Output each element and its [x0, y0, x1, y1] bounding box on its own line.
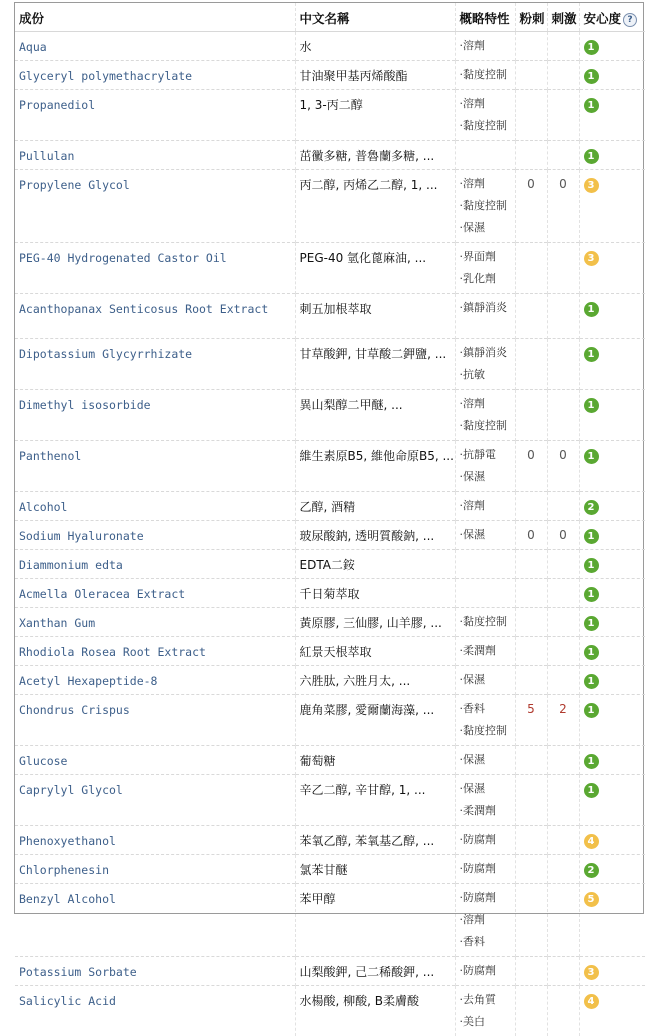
header-irritation[interactable]: 刺激 [547, 3, 579, 32]
safety-cell [579, 90, 645, 141]
safety-cell [579, 579, 645, 608]
chinese-name: 紅景天根萃取 [295, 637, 455, 666]
safety-badge: 1 [584, 529, 599, 544]
table-row[interactable] [15, 390, 645, 441]
ingredient-name-link[interactable]: Glyceryl polymethacrylate [15, 61, 295, 90]
acne-score: 0 [515, 441, 547, 492]
safety-cell [579, 637, 645, 666]
irritation-score: 0 [547, 521, 579, 550]
irritation-score [547, 339, 579, 390]
ingredient-name-link[interactable]: Phenoxyethanol [15, 826, 295, 855]
feature-tag[interactable]: · 鎮靜消炎 [460, 297, 511, 319]
acne-score [515, 390, 547, 441]
feature-tag[interactable]: · 黏度控制 [460, 720, 511, 742]
safety-badge: 1 [584, 347, 599, 362]
table-row[interactable] [15, 339, 645, 390]
acne-score [515, 986, 547, 1036]
acne-score [515, 141, 547, 170]
ingredient-name-link[interactable]: Xanthan Gum [15, 608, 295, 637]
table-row[interactable] [15, 695, 645, 746]
safety-cell [579, 550, 645, 579]
irritation-score [547, 294, 579, 339]
feature-list [455, 243, 515, 294]
feature-tag[interactable]: · 柔潤劑 [460, 800, 511, 822]
acne-score: 0 [515, 521, 547, 550]
safety-badge: 1 [584, 302, 599, 317]
feature-tag[interactable]: · 去角質 [460, 989, 511, 1011]
safety-cell [579, 855, 645, 884]
chinese-name: 玻尿酸鈉, 透明質酸鈉, ... [295, 521, 455, 550]
ingredient-name-link[interactable]: Glucose [15, 746, 295, 775]
safety-badge: 1 [584, 149, 599, 164]
header-ingredient[interactable]: 成份 [15, 3, 295, 32]
safety-badge: 4 [584, 834, 599, 849]
ingredient-name-link[interactable]: PEG-40 Hydrogenated Castor Oil [15, 243, 295, 294]
feature-tag[interactable]: · 溶劑 [460, 35, 511, 57]
irritation-score [547, 90, 579, 141]
table-row[interactable] [15, 666, 645, 695]
acne-score [515, 243, 547, 294]
ingredient-name-link[interactable]: Dimethyl isosorbide [15, 390, 295, 441]
chinese-name: 水楊酸, 柳酸, B柔膚酸 [295, 986, 455, 1036]
chinese-name: 茁黴多糖, 普魯蘭多糖, ... [295, 141, 455, 170]
acne-score [515, 61, 547, 90]
header-acne[interactable]: 粉刺 [515, 3, 547, 32]
safety-cell [579, 170, 645, 243]
header-safety[interactable] [579, 3, 645, 32]
safety-cell [579, 243, 645, 294]
feature-list [455, 637, 515, 666]
feature-tag[interactable]: · 抗敏 [460, 364, 511, 386]
acne-score [515, 884, 547, 957]
chinese-name: 乙醇, 酒精 [295, 492, 455, 521]
feature-tag[interactable]: · 防腐劑 [460, 858, 511, 880]
feature-tag[interactable]: · 溶劑 [460, 495, 511, 517]
ingredient-name-link[interactable]: Dipotassium Glycyrrhizate [15, 339, 295, 390]
ingredient-name-link[interactable]: Aqua [15, 32, 295, 61]
ingredient-name-link[interactable]: Alcohol [15, 492, 295, 521]
feature-tag[interactable]: · 美白 [460, 1011, 511, 1033]
safety-badge: 1 [584, 616, 599, 631]
ingredient-name-link[interactable]: Chlorphenesin [15, 855, 295, 884]
table-row[interactable] [15, 746, 645, 775]
safety-cell [579, 957, 645, 986]
safety-badge: 1 [584, 783, 599, 798]
safety-cell [579, 294, 645, 339]
chinese-name: EDTA二銨 [295, 550, 455, 579]
ingredient-name-link[interactable]: Pullulan [15, 141, 295, 170]
feature-list [455, 521, 515, 550]
table-row[interactable] [15, 90, 645, 141]
ingredient-name-link[interactable]: Acanthopanax Senticosus Root Extract [15, 294, 295, 339]
irritation-score [547, 666, 579, 695]
safety-badge: 1 [584, 703, 599, 718]
feature-list [455, 390, 515, 441]
chinese-name: 千日菊萃取 [295, 579, 455, 608]
safety-cell [579, 492, 645, 521]
safety-cell [579, 775, 645, 826]
table-row[interactable] [15, 775, 645, 826]
irritation-score: 0 [547, 170, 579, 243]
feature-tag[interactable]: · 黏度控制 [460, 64, 511, 86]
safety-badge: 1 [584, 587, 599, 602]
safety-badge: 1 [584, 69, 599, 84]
feature-tag[interactable]: · 黏度控制 [460, 415, 511, 437]
feature-list [455, 695, 515, 746]
safety-badge: 4 [584, 994, 599, 1009]
ingredient-name-link[interactable]: Propylene Glycol [15, 170, 295, 243]
acne-score [515, 775, 547, 826]
feature-tag[interactable]: · 保濕 [460, 669, 511, 691]
irritation-score [547, 61, 579, 90]
chinese-name: 黃原膠, 三仙膠, 山羊膠, ... [295, 608, 455, 637]
table-row[interactable] [15, 579, 645, 608]
feature-tag[interactable]: · 防腐劑 [460, 887, 511, 909]
safety-badge: 1 [584, 98, 599, 113]
irritation-score [547, 957, 579, 986]
irritation-score [547, 550, 579, 579]
acne-score: 5 [515, 695, 547, 746]
table-row[interactable] [15, 141, 645, 170]
acne-score [515, 339, 547, 390]
feature-tag[interactable]: · 抗靜電 [460, 444, 511, 466]
safety-cell [579, 884, 645, 957]
irritation-score: 2 [547, 695, 579, 746]
table-row[interactable] [15, 986, 645, 1036]
feature-list [455, 61, 515, 90]
table-row[interactable] [15, 826, 645, 855]
acne-score [515, 32, 547, 61]
irritation-score [547, 986, 579, 1036]
header-chinese-name[interactable]: 中文名稱 [295, 3, 455, 32]
chinese-name: 六胜肽, 六胜月太, ... [295, 666, 455, 695]
ingredient-name-link[interactable]: Benzyl Alcohol [15, 884, 295, 957]
feature-list [455, 986, 515, 1036]
irritation-score [547, 32, 579, 61]
acne-score [515, 666, 547, 695]
ingredient-name-link[interactable]: Caprylyl Glycol [15, 775, 295, 826]
safety-badge: 1 [584, 40, 599, 55]
acne-score [515, 957, 547, 986]
safety-badge: 1 [584, 754, 599, 769]
table-row[interactable] [15, 521, 645, 550]
irritation-score [547, 746, 579, 775]
irritation-score [547, 492, 579, 521]
ingredient-table-container [14, 2, 644, 914]
ingredient-name-link[interactable]: Rhodiola Rosea Root Extract [15, 637, 295, 666]
feature-list [455, 884, 515, 957]
feature-list [455, 170, 515, 243]
acne-score: 0 [515, 170, 547, 243]
feature-list [455, 441, 515, 492]
table-row[interactable] [15, 294, 645, 339]
irritation-score [547, 884, 579, 957]
table-row[interactable] [15, 608, 645, 637]
safety-badge: 3 [584, 251, 599, 266]
irritation-score: 0 [547, 441, 579, 492]
table-row[interactable] [15, 550, 645, 579]
header-safety-label: 安心度 [584, 11, 622, 26]
chinese-name: 山梨酸鉀, 己二稀酸鉀, ... [295, 957, 455, 986]
feature-tag[interactable]: · 黏度控制 [460, 115, 511, 137]
header-feature[interactable]: 概略特性 [455, 3, 515, 32]
safety-badge: 5 [584, 892, 599, 907]
feature-tag[interactable]: · 防腐劑 [460, 960, 511, 982]
irritation-score [547, 141, 579, 170]
ingredient-name-link[interactable]: Panthenol [15, 441, 295, 492]
safety-cell [579, 608, 645, 637]
ingredient-name-link[interactable]: Acetyl Hexapeptide-8 [15, 666, 295, 695]
chinese-name: PEG-40 氫化蓖麻油, ... [295, 243, 455, 294]
irritation-score [547, 637, 579, 666]
feature-tag[interactable]: · 黏度控制 [460, 611, 511, 633]
chinese-name: 刺五加根萃取 [295, 294, 455, 339]
chinese-name: 甘油聚甲基丙烯酸酯 [295, 61, 455, 90]
acne-score [515, 294, 547, 339]
feature-list [455, 90, 515, 141]
chinese-name: 苯甲醇 [295, 884, 455, 957]
safety-cell [579, 666, 645, 695]
safety-cell [579, 61, 645, 90]
feature-tag[interactable]: · 黏度控制 [460, 195, 511, 217]
table-row[interactable] [15, 61, 645, 90]
feature-list [455, 492, 515, 521]
chinese-name: 1, 3-丙二醇 [295, 90, 455, 141]
feature-list [455, 550, 515, 579]
safety-cell [579, 986, 645, 1036]
feature-tag[interactable]: · 保濕 [460, 524, 511, 546]
safety-cell [579, 826, 645, 855]
feature-tag[interactable]: · 香料 [460, 931, 511, 953]
safety-cell [579, 521, 645, 550]
table-row[interactable] [15, 492, 645, 521]
irritation-score [547, 775, 579, 826]
acne-score [515, 637, 547, 666]
irritation-score [547, 855, 579, 884]
feature-tag[interactable]: · 香料 [460, 698, 511, 720]
feature-list [455, 957, 515, 986]
feature-tag[interactable]: · 溶劑 [460, 909, 511, 931]
safety-cell [579, 141, 645, 170]
acne-score [515, 492, 547, 521]
chinese-name: 辛乙二醇, 辛甘醇, 1, ... [295, 775, 455, 826]
feature-tag[interactable]: · 保濕 [460, 749, 511, 771]
ingredient-table [15, 3, 645, 1036]
chinese-name: 氯苯甘醚 [295, 855, 455, 884]
table-row[interactable] [15, 32, 645, 61]
feature-list [455, 775, 515, 826]
chinese-name: 甘草酸鉀, 甘草酸二鉀鹽, ... [295, 339, 455, 390]
safety-badge: 1 [584, 398, 599, 413]
chinese-name: 維生素原B5, 維他命原B5, ... [295, 441, 455, 492]
acne-score [515, 550, 547, 579]
safety-badge: 1 [584, 674, 599, 689]
feature-list [455, 32, 515, 61]
table-row[interactable] [15, 441, 645, 492]
feature-tag[interactable]: · 保濕 [460, 466, 511, 488]
acne-score [515, 579, 547, 608]
irritation-score [547, 579, 579, 608]
irritation-score [547, 608, 579, 637]
feature-list [455, 826, 515, 855]
ingredient-name-link[interactable]: Salicylic Acid [15, 986, 295, 1036]
safety-badge: 1 [584, 558, 599, 573]
safety-cell [579, 441, 645, 492]
ingredient-name-link[interactable]: Sodium Hyaluronate [15, 521, 295, 550]
table-header-row [15, 3, 645, 32]
feature-tag[interactable]: · 界面劑 [460, 246, 511, 268]
safety-badge: 2 [584, 863, 599, 878]
feature-list [455, 339, 515, 390]
table-row[interactable] [15, 957, 645, 986]
feature-list [455, 141, 515, 170]
acne-score [515, 746, 547, 775]
safety-badge: 1 [584, 449, 599, 464]
safety-badge: 3 [584, 178, 599, 193]
feature-list [455, 666, 515, 695]
table-row[interactable] [15, 855, 645, 884]
irritation-score [547, 243, 579, 294]
acne-score [515, 826, 547, 855]
safety-cell [579, 695, 645, 746]
feature-tag[interactable]: · 乳化劑 [460, 268, 511, 290]
safety-cell [579, 32, 645, 61]
table-row[interactable] [15, 243, 645, 294]
feature-list [455, 746, 515, 775]
feature-tag[interactable]: · 溶劑 [460, 173, 511, 195]
chinese-name: 丙二醇, 丙烯乙二醇, 1, ... [295, 170, 455, 243]
feature-tag[interactable]: · 柔潤劑 [460, 640, 511, 662]
safety-cell [579, 746, 645, 775]
feature-list [455, 608, 515, 637]
ingredient-name-link[interactable]: Chondrus Crispus [15, 695, 295, 746]
chinese-name: 苯氧乙醇, 苯氧基乙醇, ... [295, 826, 455, 855]
feature-tag[interactable]: · 防腐劑 [460, 829, 511, 851]
safety-badge: 2 [584, 500, 599, 515]
feature-tag[interactable]: · 鎮靜消炎 [460, 342, 511, 364]
table-row[interactable] [15, 637, 645, 666]
safety-cell [579, 390, 645, 441]
table-row[interactable] [15, 170, 645, 243]
feature-tag[interactable]: · 保濕 [460, 217, 511, 239]
irritation-score [547, 826, 579, 855]
feature-list [455, 855, 515, 884]
feature-tag[interactable]: · 溶劑 [460, 393, 511, 415]
feature-tag[interactable]: · 保濕 [460, 778, 511, 800]
chinese-name: 鹿角菜膠, 愛爾蘭海藻, ... [295, 695, 455, 746]
help-icon[interactable]: ? [623, 13, 637, 27]
safety-badge: 3 [584, 965, 599, 980]
ingredient-name-link[interactable]: Potassium Sorbate [15, 957, 295, 986]
acne-score [515, 608, 547, 637]
chinese-name: 葡萄糖 [295, 746, 455, 775]
table-row[interactable] [15, 884, 645, 957]
feature-list [455, 294, 515, 339]
acne-score [515, 90, 547, 141]
ingredient-name-link[interactable]: Diammonium edta [15, 550, 295, 579]
irritation-score [547, 390, 579, 441]
ingredient-name-link[interactable]: Acmella Oleracea Extract [15, 579, 295, 608]
chinese-name: 異山梨醇二甲醚, ... [295, 390, 455, 441]
safety-badge: 1 [584, 645, 599, 660]
feature-list [455, 579, 515, 608]
ingredient-name-link[interactable]: Propanediol [15, 90, 295, 141]
safety-cell [579, 339, 645, 390]
feature-tag[interactable]: · 溶劑 [460, 93, 511, 115]
chinese-name: 水 [295, 32, 455, 61]
acne-score [515, 855, 547, 884]
